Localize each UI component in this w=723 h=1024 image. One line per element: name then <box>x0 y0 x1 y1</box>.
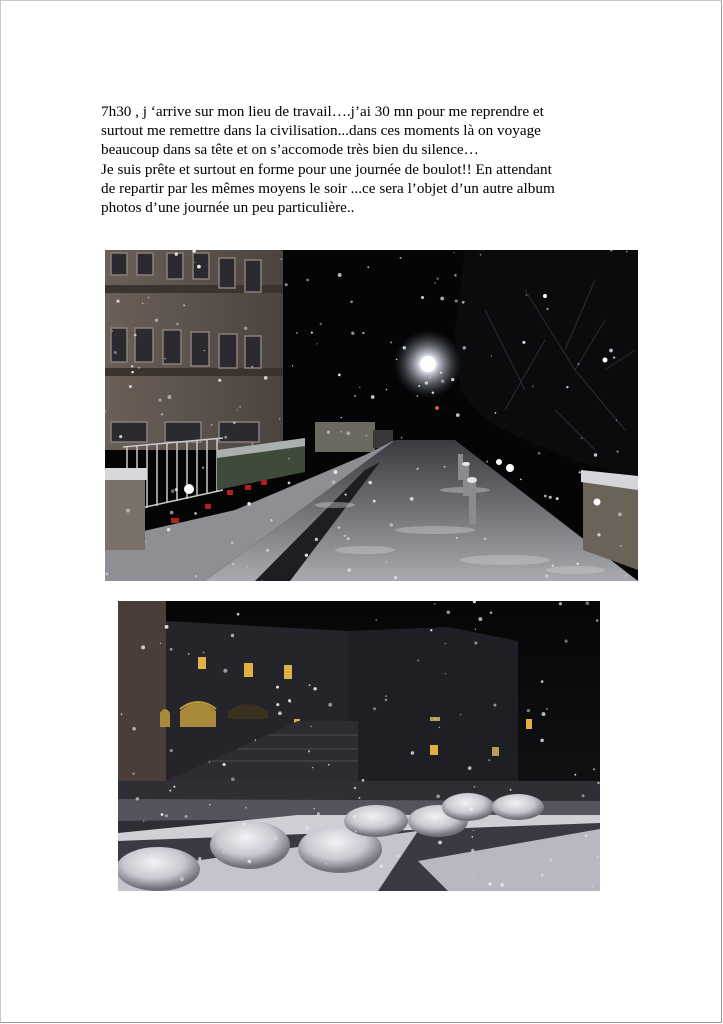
snowflake <box>247 566 248 567</box>
snowflake <box>616 420 617 421</box>
snowflake <box>410 497 414 501</box>
snowflake <box>131 365 133 367</box>
snowflake <box>167 395 171 399</box>
snowflake <box>237 409 238 410</box>
snowflake <box>490 611 493 614</box>
snowflake <box>165 814 168 817</box>
snowflake <box>251 366 253 368</box>
snowflake <box>549 496 552 499</box>
snowflake <box>231 777 235 781</box>
snowflake <box>544 495 547 498</box>
snowflake <box>470 795 472 797</box>
snowflake <box>274 837 278 841</box>
snowflake <box>432 392 434 394</box>
snowflake <box>522 341 525 344</box>
snowflake <box>369 481 372 484</box>
snowflake <box>421 296 424 299</box>
snowflake <box>338 273 342 277</box>
snowflake <box>288 699 291 702</box>
snowflake <box>375 619 377 621</box>
snowflake <box>121 713 123 715</box>
snowflake <box>620 545 622 547</box>
snowflake <box>436 277 438 279</box>
snowflake <box>471 849 474 852</box>
snowflake <box>494 412 496 414</box>
snowflake <box>451 378 454 381</box>
snowflake <box>132 727 136 731</box>
snowflake <box>472 836 474 838</box>
snowflake <box>239 406 240 407</box>
snowflake <box>618 513 622 517</box>
snowflake <box>106 572 109 575</box>
snowflake <box>279 418 280 419</box>
snowflake <box>161 813 164 816</box>
snowflake <box>145 541 146 542</box>
snowflake <box>542 712 546 716</box>
snowflake <box>340 417 341 418</box>
snowflake <box>194 262 195 263</box>
snowflake <box>313 687 316 690</box>
snowflake <box>484 538 486 540</box>
snowflake <box>328 703 332 707</box>
snowflake <box>209 761 211 763</box>
snowflake <box>401 437 403 439</box>
snowflake <box>195 575 197 577</box>
snowflake <box>486 461 488 463</box>
snowflake <box>292 365 293 366</box>
snowflake <box>489 882 492 885</box>
snowflake <box>317 812 320 815</box>
snowflake <box>164 358 165 359</box>
snowflake <box>270 519 272 521</box>
snowflake <box>237 613 240 616</box>
snowflake <box>170 648 173 651</box>
snowflake <box>314 808 315 809</box>
snowflake <box>248 860 252 864</box>
snowflake <box>488 759 490 761</box>
snowflake <box>597 782 600 785</box>
snowflake <box>474 786 476 788</box>
snowflake <box>454 274 457 277</box>
snowflake <box>510 789 512 791</box>
snowflake <box>386 389 388 391</box>
snowflake <box>244 327 247 330</box>
snowflake <box>332 480 335 483</box>
snowflake <box>345 494 347 496</box>
snowflake <box>198 857 201 860</box>
snowflake <box>546 308 548 310</box>
snowflake <box>447 611 451 615</box>
snowflake <box>296 332 298 334</box>
snowflake <box>559 602 562 605</box>
snowflake <box>613 356 615 358</box>
snowflake <box>441 379 445 383</box>
snowflake <box>362 332 364 334</box>
snowflake <box>158 398 161 401</box>
snowflake <box>493 704 496 707</box>
snowflake <box>480 254 482 256</box>
snowflake <box>142 303 143 304</box>
snowflake <box>252 443 254 445</box>
snowflake <box>305 554 308 557</box>
snowflake <box>344 535 346 537</box>
snowflake <box>546 708 548 710</box>
snowflake <box>552 565 554 567</box>
snowflake <box>434 282 435 283</box>
snowflake <box>545 574 548 577</box>
snowflake <box>473 877 474 878</box>
snowflake <box>373 707 376 710</box>
snowflake <box>403 346 406 349</box>
snowflake <box>114 351 117 354</box>
snowflake <box>475 629 476 630</box>
snowflake <box>556 497 559 500</box>
snowflake <box>566 386 568 388</box>
snowflake <box>353 815 356 818</box>
snowflake <box>347 568 351 572</box>
paragraph-line: photos d’une journée un peu particulière.. <box>101 199 355 217</box>
snowflake <box>209 804 211 806</box>
snowflake <box>308 750 310 752</box>
snowflake <box>626 251 627 252</box>
snowflake <box>247 502 251 506</box>
snowflake <box>266 549 269 552</box>
snowflake <box>434 603 436 605</box>
snowflake <box>185 815 188 818</box>
snowflake <box>245 807 247 809</box>
snowflake <box>141 645 145 649</box>
snowflake <box>540 739 544 743</box>
snowflake <box>175 857 177 859</box>
snowflake <box>288 458 289 459</box>
snowflake <box>400 257 402 259</box>
snowflake <box>585 601 589 605</box>
snowflake <box>520 479 522 481</box>
night-street-photo <box>105 250 638 581</box>
snowflake <box>445 643 446 644</box>
snowflake <box>175 488 178 491</box>
snowflake <box>596 619 599 622</box>
snowflake <box>281 258 282 259</box>
snowflake <box>478 617 482 621</box>
snowflake <box>188 653 190 655</box>
snowflake <box>468 766 472 770</box>
snowflake <box>473 830 474 831</box>
snowflake <box>469 808 473 812</box>
snowflake <box>396 854 400 858</box>
snowflake <box>264 376 268 380</box>
snowflake <box>167 528 170 531</box>
snowflake <box>383 819 384 820</box>
snowflake <box>346 431 350 435</box>
snowflake <box>527 709 530 712</box>
snowflake <box>474 641 477 644</box>
snowflake <box>203 651 205 653</box>
snowflake <box>288 482 291 485</box>
snowflake <box>429 376 430 377</box>
snowflake <box>373 500 376 503</box>
body-paragraph <box>101 102 661 217</box>
snowflake <box>541 874 543 876</box>
snowflake <box>325 863 327 865</box>
snowflake <box>218 379 221 382</box>
snowflake <box>538 452 541 455</box>
snowflake <box>541 680 544 683</box>
snowflake <box>582 794 585 797</box>
snowflake <box>491 355 492 356</box>
paragraph-line: surtout me remettre dans la civilisation...dans ces moments là on voyage <box>101 122 541 140</box>
snowflake <box>359 387 360 388</box>
snowflake <box>440 372 442 374</box>
snowflake <box>176 323 178 325</box>
snowflake <box>175 253 178 256</box>
snowflake <box>119 435 122 438</box>
snowflake <box>143 820 145 822</box>
snowflake <box>233 421 236 424</box>
snowflake <box>278 711 282 715</box>
snowflake <box>223 669 227 673</box>
snowflake <box>411 751 414 754</box>
snowflake <box>617 451 619 453</box>
snowflake <box>165 625 169 629</box>
snowflake <box>306 279 309 282</box>
snowflake <box>129 385 132 388</box>
snowflake <box>242 822 246 826</box>
snowflake <box>197 265 201 269</box>
snowflake <box>320 323 322 325</box>
snowflake <box>396 359 398 361</box>
snowflake <box>155 319 158 322</box>
snowflake <box>577 563 579 565</box>
snowflake <box>328 764 330 766</box>
snowflake <box>456 413 460 417</box>
paragraph-line: beaucoup dans sa tête et on s’accomode très bien du silence… <box>101 141 479 159</box>
snowflake <box>316 343 317 344</box>
snowflake <box>351 332 354 335</box>
snowflake <box>453 252 454 253</box>
snowflake <box>276 686 279 689</box>
snowflake <box>355 831 357 833</box>
snowflake <box>171 489 175 493</box>
snowflake <box>439 727 440 728</box>
snowflake <box>394 576 397 579</box>
snowflake <box>131 371 134 374</box>
snowflake <box>309 684 311 686</box>
snowflake <box>390 523 394 527</box>
snowflake <box>438 841 442 845</box>
snowflake <box>350 301 353 304</box>
snowflake <box>310 726 312 728</box>
snowflake <box>456 537 458 539</box>
snowflake <box>223 851 225 853</box>
snowflake <box>359 797 361 799</box>
snowflake <box>173 786 175 788</box>
snowflake <box>625 575 627 577</box>
snowflake <box>312 767 313 768</box>
snowflake <box>223 763 226 766</box>
snowflake <box>440 297 444 301</box>
snowflake <box>194 512 197 515</box>
snowflake <box>390 341 392 343</box>
snowflake <box>367 266 369 268</box>
snowflake <box>526 294 528 296</box>
snowflake <box>315 538 318 541</box>
snowflake <box>460 714 462 716</box>
snowflake <box>255 739 256 740</box>
snowflake <box>435 718 436 719</box>
snowflake <box>138 367 140 369</box>
snowflake <box>150 854 152 856</box>
snowflake <box>231 634 234 637</box>
snowflake <box>436 794 440 798</box>
snowflake <box>463 346 466 349</box>
snowflake <box>366 435 368 437</box>
snowflake <box>136 797 139 800</box>
snowflake <box>170 749 173 752</box>
snowflake <box>170 511 174 515</box>
snowflake <box>224 436 227 439</box>
snowflake <box>417 659 419 661</box>
snowflake <box>327 431 330 434</box>
snowflake <box>306 826 310 830</box>
snowflake <box>416 395 417 396</box>
snowflake <box>160 643 161 644</box>
snowflake <box>354 395 356 397</box>
snowflake <box>418 385 420 387</box>
snowflake <box>501 883 504 886</box>
snowflake <box>180 877 184 881</box>
snowflake <box>338 526 340 528</box>
snowflake <box>354 787 357 790</box>
snowflake <box>134 334 137 337</box>
snowflake <box>232 563 234 565</box>
paragraph-line: de repartir par les mêmes moyens le soir ...ce sera l’objet d’un autre album <box>101 179 555 197</box>
snowflake <box>132 773 134 775</box>
snowflake <box>111 330 113 332</box>
snowflake <box>347 537 350 540</box>
snowflake <box>385 698 388 701</box>
snowflake <box>311 332 313 334</box>
snowflake <box>549 859 552 862</box>
snowflake <box>585 834 588 837</box>
snowflake <box>594 453 597 456</box>
snowflake <box>444 466 446 468</box>
snowflake <box>380 865 383 868</box>
paragraph-line: Je suis prête et surtout en forme pour une journée de boulot!! En attendant <box>101 160 552 178</box>
snowflake <box>609 349 613 353</box>
snowflake <box>462 301 465 304</box>
snowflake <box>276 703 279 706</box>
snowflake <box>593 768 595 770</box>
snowflake <box>371 395 375 399</box>
snowflake <box>204 350 205 351</box>
snowflake <box>161 413 163 415</box>
snowflake <box>581 437 582 438</box>
snowflake <box>455 299 458 302</box>
snowflake <box>596 856 598 858</box>
snowflake <box>385 695 387 697</box>
snowflake <box>169 790 171 792</box>
snowflake <box>532 386 533 387</box>
snowflake <box>202 467 204 469</box>
snowflake <box>334 470 338 474</box>
snowflake <box>591 886 593 888</box>
snowy-courtyard-photo <box>118 601 600 891</box>
snowflake <box>183 304 185 306</box>
snowflake <box>574 774 576 776</box>
snowflake <box>578 363 580 365</box>
snowflake <box>126 509 130 513</box>
snowflake <box>231 541 234 544</box>
snowflake <box>362 779 365 782</box>
snowflake <box>597 533 600 536</box>
snowflake <box>211 424 213 426</box>
snowflake <box>579 471 581 473</box>
snowflake <box>425 381 428 384</box>
snowflake <box>565 640 568 643</box>
snowflake <box>430 629 432 631</box>
snowflake <box>386 561 387 562</box>
snowflake <box>338 374 341 377</box>
snowflake <box>285 283 288 286</box>
snowflake <box>116 300 119 303</box>
snowflake <box>148 297 150 299</box>
paragraph-line: 7h30 , j ‘arrive sur mon lieu de travail….j’ai 30 mn pour me reprendre et <box>101 103 544 120</box>
snowflake <box>341 431 342 432</box>
snowflake <box>445 673 446 674</box>
snowflake <box>416 468 419 471</box>
